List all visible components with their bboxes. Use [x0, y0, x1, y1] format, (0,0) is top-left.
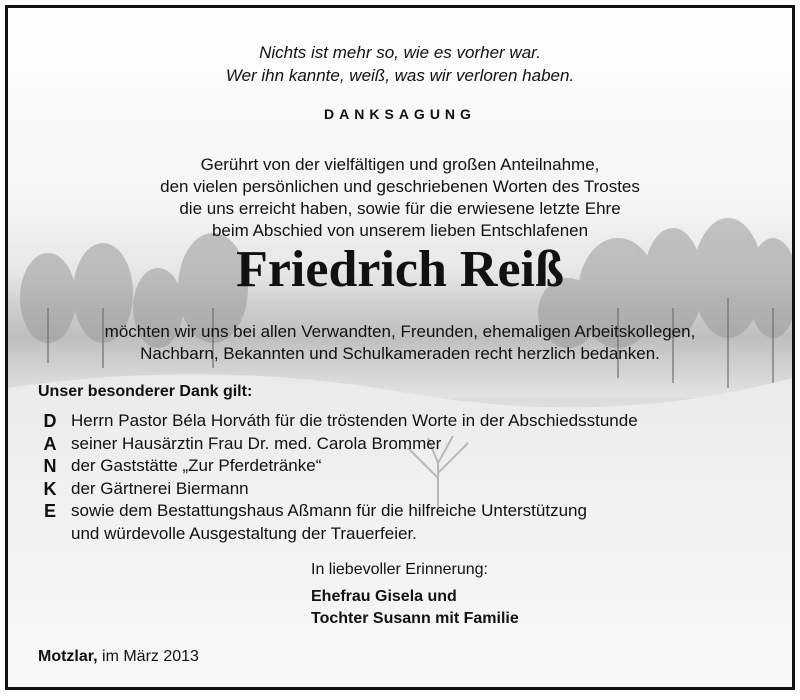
thanks-line: Nachbarn, Bekannten und Schulkameraden recht herzlich bedanken.: [140, 344, 660, 363]
place: Motzlar,: [38, 648, 98, 665]
motto-line-2: Wer ihn kannte, weiß, was wir verloren haben.: [225, 66, 575, 85]
special-thanks-line: Herrn Pastor Béla Horváth für die tröstenden Worte in der Abschiedsstunde: [71, 411, 638, 430]
deceased-name: Friedrich Reiß: [236, 241, 564, 298]
acrostic-letter: D: [43, 411, 57, 431]
intro-line: die uns erreicht haben, sowie für die erwiesene letzte Ehre: [179, 199, 621, 218]
acrostic-letter: A: [43, 433, 57, 454]
intro-line: beim Abschied von unserem lieben Entschlafenen: [211, 221, 589, 240]
family-line: Tochter Susann mit Familie: [311, 610, 519, 627]
heading: DANKSAGUNG: [324, 106, 476, 122]
special-thanks-line: seiner Hausärztin Frau Dr. med. Carola Brommer: [71, 433, 442, 453]
intro-line: Gerührt von der vielfältigen und großen Anteilnahme,: [200, 155, 600, 174]
motto-line-1: Nichts ist mehr so, wie es vorher war.: [259, 43, 541, 62]
special-thanks-line: sowie dem Bestattungshaus Aßmann für die hilfreiche Unterstützung: [71, 501, 587, 520]
special-thanks-line: der Gärtnerei Biermann: [71, 478, 249, 498]
acrostic-danke: [40, 410, 60, 523]
thanks-line: möchten wir uns bei allen Verwandten, Freunden, ehemaligen Arbeitskollegen,: [104, 322, 696, 341]
special-thanks-line: der Gaststätte „Zur Pferdetränke“: [71, 456, 322, 475]
family-signature: [311, 586, 519, 630]
family-line: Ehefrau Gisela und: [311, 588, 457, 605]
special-thanks-heading: Unser besonderer Dank gilt:: [38, 383, 253, 400]
special-thanks-list: [71, 410, 638, 545]
date: im März 2013: [97, 648, 199, 665]
memory-label: In liebevoller Erinnerung:: [311, 561, 488, 578]
acrostic-letter: N: [43, 456, 57, 476]
intro-line: den vielen persönlichen und geschriebenen Worten des Trostes: [160, 177, 640, 196]
special-thanks-line: und würdevolle Ausgestaltung der Trauerfeier.: [71, 523, 417, 543]
obituary-card: [5, 5, 795, 690]
place-date: [38, 648, 199, 666]
thanks-text: [8, 321, 792, 365]
acrostic-letter: E: [43, 501, 56, 521]
intro-text: [8, 154, 792, 242]
acrostic-letter: K: [43, 478, 57, 499]
